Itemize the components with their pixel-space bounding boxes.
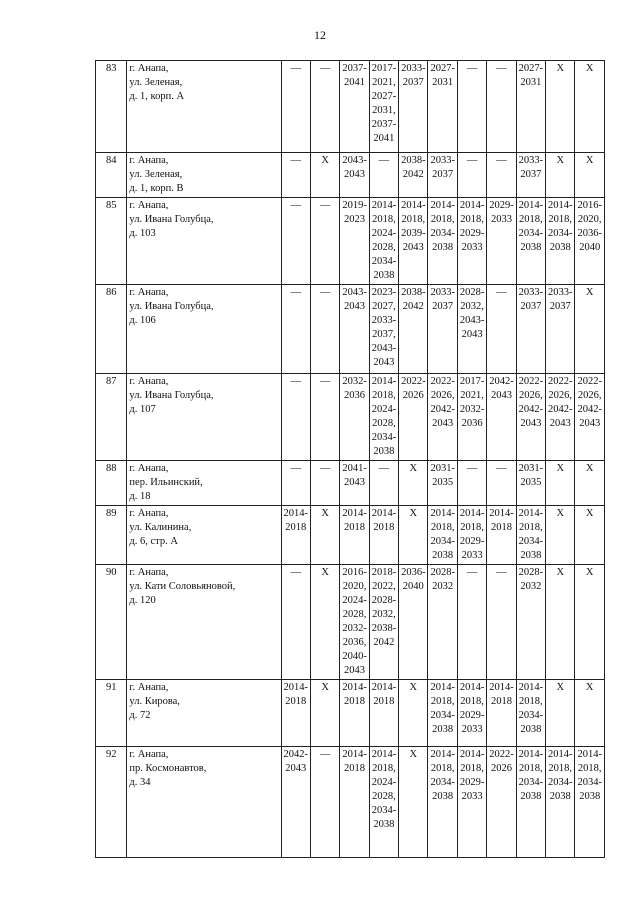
period-cell: — xyxy=(281,153,310,198)
period-cell: X xyxy=(546,61,575,153)
period-cell: — xyxy=(487,461,516,506)
period-cell: 2014- 2018 xyxy=(340,680,369,747)
period-cell: 2041- 2043 xyxy=(340,461,369,506)
period-cell: X xyxy=(310,506,339,565)
period-cell: 2031- 2035 xyxy=(516,461,545,506)
period-cell: 2038- 2042 xyxy=(399,285,428,374)
table-row xyxy=(96,747,605,858)
period-cell: 2043- 2043 xyxy=(340,153,369,198)
period-cell: — xyxy=(457,565,486,680)
period-cell: 2016- 2020, 2024- 2028, 2032- 2036, 2040- 2043 xyxy=(340,565,369,680)
table-row xyxy=(96,680,605,747)
period-cell: 2014- 2018 xyxy=(281,680,310,747)
table-row xyxy=(96,374,605,461)
row-number: 85 xyxy=(96,198,127,285)
period-cell: 2014- 2018 xyxy=(281,506,310,565)
period-cell: 2014- 2018, 2034- 2038 xyxy=(516,506,545,565)
address-cell xyxy=(127,285,281,374)
address-cell xyxy=(127,61,281,153)
period-cell: — xyxy=(310,61,339,153)
address-line: ул. Зеленая, xyxy=(129,77,183,88)
address-line: ул. Кати Соловьяновой, xyxy=(129,581,236,592)
period-cell: 2017- 2021, 2032- 2036 xyxy=(457,374,486,461)
period-cell: 2033- 2037 xyxy=(399,61,428,153)
period-cell: — xyxy=(281,285,310,374)
period-cell: 2022- 2026, 2042- 2043 xyxy=(428,374,457,461)
period-cell: 2014- 2018, 2034- 2038 xyxy=(546,198,575,285)
period-cell: 2033- 2037 xyxy=(516,153,545,198)
address-line: д. 103 xyxy=(129,228,156,239)
period-cell: X xyxy=(399,747,428,858)
period-cell: X xyxy=(546,461,575,506)
period-cell: 2031- 2035 xyxy=(428,461,457,506)
period-cell: — xyxy=(310,461,339,506)
period-cell: 2014- 2018 xyxy=(340,506,369,565)
period-cell: 2029- 2033 xyxy=(487,198,516,285)
address-cell xyxy=(127,461,281,506)
period-cell: X xyxy=(546,565,575,680)
table-row xyxy=(96,61,605,153)
period-cell: 2014- 2018, 2034- 2038 xyxy=(428,506,457,565)
period-cell: — xyxy=(310,198,339,285)
period-cell: 2014- 2018, 2034- 2038 xyxy=(428,198,457,285)
period-cell: 2016- 2020, 2036- 2040 xyxy=(575,198,605,285)
address-cell xyxy=(127,747,281,858)
period-cell: 2014- 2018, 2034- 2038 xyxy=(546,747,575,858)
period-cell: — xyxy=(487,61,516,153)
period-cell: 2028- 2032 xyxy=(516,565,545,680)
period-cell: X xyxy=(399,506,428,565)
address-line: ул. Ивана Голубца, xyxy=(129,214,214,225)
period-cell: — xyxy=(281,198,310,285)
period-cell: 2014- 2018, 2034- 2038 xyxy=(428,747,457,858)
period-cell: 2033- 2037 xyxy=(516,285,545,374)
address-line: ул. Ивана Голубца, xyxy=(129,390,214,401)
address-cell xyxy=(127,680,281,747)
period-cell: 2042- 2043 xyxy=(487,374,516,461)
period-cell: 2043- 2043 xyxy=(340,285,369,374)
address-line: ул. Зеленая, xyxy=(129,169,183,180)
table-row xyxy=(96,153,605,198)
period-cell: — xyxy=(281,565,310,680)
address-line: д. 120 xyxy=(129,595,156,606)
address-line: г. Анапа, xyxy=(129,682,169,693)
address-cell xyxy=(127,506,281,565)
address-cell xyxy=(127,374,281,461)
period-cell: 2033- 2037 xyxy=(428,153,457,198)
period-cell: 2027- 2031 xyxy=(516,61,545,153)
period-cell: X xyxy=(575,506,605,565)
period-cell: 2028- 2032 xyxy=(428,565,457,680)
table-row xyxy=(96,285,605,374)
period-cell: 2014- 2018, 2024- 2028, 2034- 2038 xyxy=(369,198,398,285)
period-cell: 2028- 2032, 2043- 2043 xyxy=(457,285,486,374)
period-cell: 2019- 2023 xyxy=(340,198,369,285)
period-cell: — xyxy=(457,61,486,153)
page-number: 12 xyxy=(314,28,326,42)
table-body xyxy=(96,61,605,858)
address-line: г. Анапа, xyxy=(129,155,169,166)
period-cell: 2033- 2037 xyxy=(546,285,575,374)
period-cell: X xyxy=(310,153,339,198)
period-cell: — xyxy=(487,565,516,680)
address-cell xyxy=(127,198,281,285)
address-cell xyxy=(127,153,281,198)
row-number: 88 xyxy=(96,461,127,506)
row-number: 84 xyxy=(96,153,127,198)
period-cell: 2014- 2018, 2024- 2028, 2034- 2038 xyxy=(369,747,398,858)
period-cell: 2022- 2026 xyxy=(399,374,428,461)
address-line: г. Анапа, xyxy=(129,749,169,760)
period-cell: 2014- 2018, 2029- 2033 xyxy=(457,680,486,747)
period-cell: 2014- 2018, 2024- 2028, 2034- 2038 xyxy=(369,374,398,461)
period-cell: 2014- 2018 xyxy=(487,506,516,565)
table-row xyxy=(96,506,605,565)
period-cell: 2014- 2018, 2029- 2033 xyxy=(457,747,486,858)
period-cell: 2033- 2037 xyxy=(428,285,457,374)
period-cell: 2037- 2041 xyxy=(340,61,369,153)
address-line: пр. Космонавтов, xyxy=(129,763,207,774)
period-cell: 2017- 2021, 2027- 2031, 2037- 2041 xyxy=(369,61,398,153)
address-line: ул. Кирова, xyxy=(129,696,180,707)
period-cell: X xyxy=(575,153,605,198)
period-cell: 2014- 2018 xyxy=(369,680,398,747)
period-cell: X xyxy=(546,153,575,198)
period-cell: 2014- 2018, 2034- 2038 xyxy=(428,680,457,747)
address-line: г. Анапа, xyxy=(129,287,169,298)
address-cell xyxy=(127,565,281,680)
period-cell: 2022- 2026, 2042- 2043 xyxy=(575,374,605,461)
address-line: д. 6, стр. А xyxy=(129,536,178,547)
repair-schedule-table xyxy=(95,60,605,858)
period-cell: — xyxy=(281,374,310,461)
period-cell: 2014- 2018, 2034- 2038 xyxy=(516,747,545,858)
period-cell: — xyxy=(310,374,339,461)
row-number: 87 xyxy=(96,374,127,461)
row-number: 92 xyxy=(96,747,127,858)
period-cell: — xyxy=(281,61,310,153)
address-line: д. 1, корп. В xyxy=(129,183,184,194)
period-cell: 2042- 2043 xyxy=(281,747,310,858)
period-cell: X xyxy=(575,565,605,680)
table-row xyxy=(96,565,605,680)
period-cell: 2036- 2040 xyxy=(399,565,428,680)
period-cell: 2023- 2027, 2033- 2037, 2043- 2043 xyxy=(369,285,398,374)
address-line: г. Анапа, xyxy=(129,463,169,474)
period-cell: 2022- 2026, 2042- 2043 xyxy=(516,374,545,461)
address-line: г. Анапа, xyxy=(129,63,169,74)
address-line: пер. Ильинский, xyxy=(129,477,203,488)
address-line: д. 72 xyxy=(129,710,151,721)
period-cell: — xyxy=(457,461,486,506)
address-line: г. Анапа, xyxy=(129,567,169,578)
address-line: ул. Калинина, xyxy=(129,522,192,533)
period-cell: — xyxy=(310,747,339,858)
period-cell: X xyxy=(310,565,339,680)
period-cell: — xyxy=(369,461,398,506)
address-line: д. 34 xyxy=(129,777,151,788)
row-number: 91 xyxy=(96,680,127,747)
period-cell: 2014- 2018, 2034- 2038 xyxy=(575,747,605,858)
period-cell: — xyxy=(487,153,516,198)
row-number: 90 xyxy=(96,565,127,680)
address-line: д. 1, корп. А xyxy=(129,91,185,102)
period-cell: — xyxy=(281,461,310,506)
period-cell: 2027- 2031 xyxy=(428,61,457,153)
period-cell: — xyxy=(487,285,516,374)
period-cell: X xyxy=(575,61,605,153)
address-line: г. Анапа, xyxy=(129,508,169,519)
period-cell: 2014- 2018, 2039- 2043 xyxy=(399,198,428,285)
period-cell: 2032- 2036 xyxy=(340,374,369,461)
period-cell: — xyxy=(369,153,398,198)
period-cell: X xyxy=(575,285,605,374)
period-cell: X xyxy=(546,680,575,747)
period-cell: — xyxy=(457,153,486,198)
period-cell: X xyxy=(575,461,605,506)
period-cell: X xyxy=(546,506,575,565)
row-number: 83 xyxy=(96,61,127,153)
period-cell: 2022- 2026, 2042- 2043 xyxy=(546,374,575,461)
period-cell: X xyxy=(399,680,428,747)
address-line: ул. Ивана Голубца, xyxy=(129,301,214,312)
period-cell: 2014- 2018, 2034- 2038 xyxy=(516,680,545,747)
address-line: г. Анапа, xyxy=(129,376,169,387)
period-cell: 2014- 2018, 2029- 2033 xyxy=(457,506,486,565)
period-cell: 2014- 2018, 2029- 2033 xyxy=(457,198,486,285)
period-cell: X xyxy=(575,680,605,747)
period-cell: 2014- 2018 xyxy=(487,680,516,747)
period-cell: — xyxy=(310,285,339,374)
table-row xyxy=(96,461,605,506)
period-cell: 2038- 2042 xyxy=(399,153,428,198)
period-cell: 2014- 2018 xyxy=(369,506,398,565)
row-number: 86 xyxy=(96,285,127,374)
address-line: д. 18 xyxy=(129,491,151,502)
period-cell: 2022- 2026 xyxy=(487,747,516,858)
address-line: д. 107 xyxy=(129,404,156,415)
period-cell: 2014- 2018 xyxy=(340,747,369,858)
period-cell: 2018- 2022, 2028- 2032, 2038- 2042 xyxy=(369,565,398,680)
address-line: г. Анапа, xyxy=(129,200,169,211)
table-row xyxy=(96,198,605,285)
period-cell: X xyxy=(399,461,428,506)
period-cell: X xyxy=(310,680,339,747)
row-number: 89 xyxy=(96,506,127,565)
address-line: д. 106 xyxy=(129,315,156,326)
period-cell: 2014- 2018, 2034- 2038 xyxy=(516,198,545,285)
